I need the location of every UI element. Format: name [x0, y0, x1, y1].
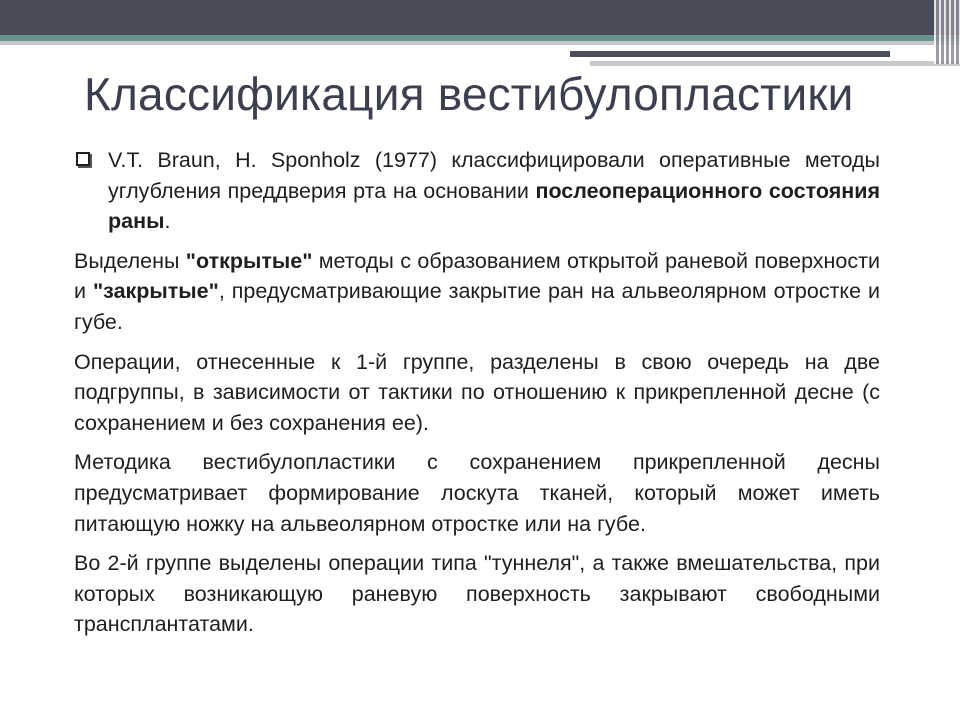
paragraph-group-two: Во 2-й группе выделены операции типа "туннеля", а также вмешательства, при которых возникающую раневую поверхность закрывают свободными трансплантатами.: [74, 551, 880, 637]
paragraph-text: , предусматривающие закрытие ран на альвеолярном отростке и губе.: [74, 279, 880, 334]
hollow-square-bullet-icon: [76, 152, 90, 166]
paragraph-bold-open: "открытые": [185, 248, 313, 273]
bullet-text-end: .: [164, 209, 171, 234]
decorative-bar-dark: [570, 51, 890, 57]
paragraph-text: методы с образованием открытой раневой поверхности и: [74, 248, 880, 304]
slide-title: Классификация вестибулопластики: [84, 68, 854, 120]
bullet-text: [108, 145, 880, 237]
paragraph-text: Выделены: [74, 248, 186, 273]
bullet-item: [74, 145, 880, 237]
header-grey-line: [0, 41, 960, 45]
corner-stripes-decoration: [934, 0, 960, 64]
slide-body: [74, 145, 880, 649]
paragraph-group-one: Операции, отнесенные к 1-й группе, разделены в свою очередь на две подгруппы, в зависимости от тактики по отношению к прикрепленной десне (с сохранением и без сохранения ее).: [74, 349, 880, 435]
bullet-text-bold: послеоперационного состояния раны: [108, 178, 880, 234]
header-band: [0, 0, 960, 35]
bullet-text-part: V.T. Braun, H. Sponholz (1977) классифицировали оперативные методы углубления преддверия рта на основании: [108, 148, 880, 203]
paragraph-open-closed-methods: [74, 246, 880, 338]
paragraph-bold-closed: "закрытые": [92, 279, 219, 304]
paragraph-method-description: Методика вестибулопластики с сохранением прикрепленной десны предусматривает формирование лоскута тканей, который может иметь питающую ножку на альвеолярном отростке или на губе.: [74, 450, 880, 536]
